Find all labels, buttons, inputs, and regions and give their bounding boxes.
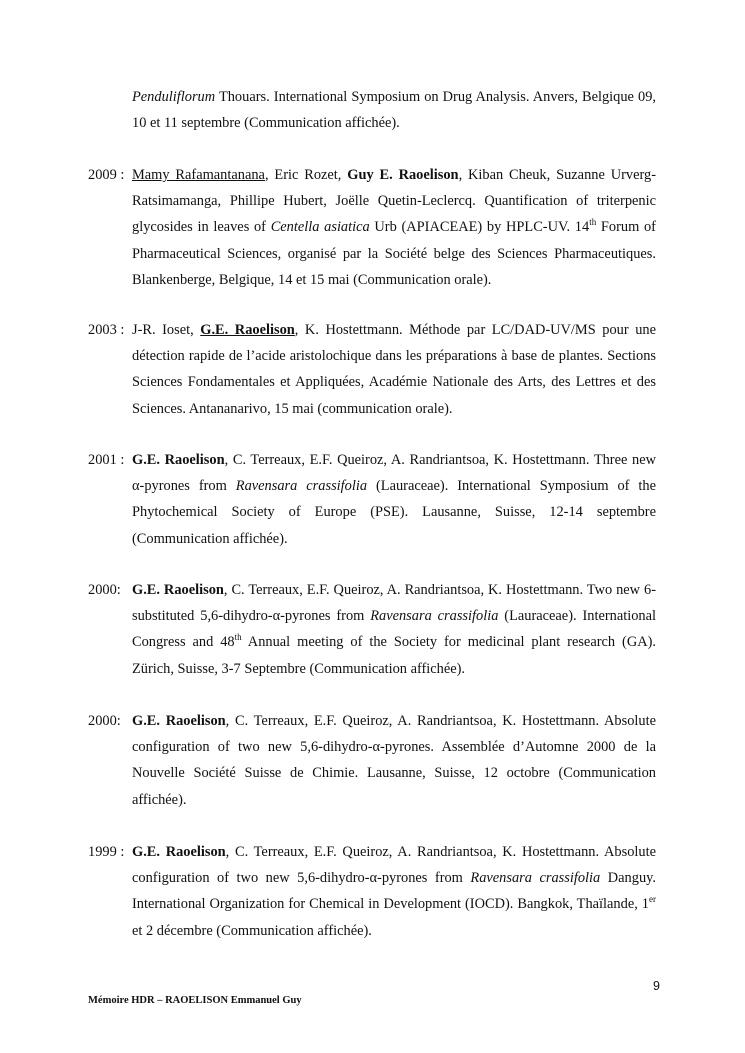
citation-segment: Urb (APIACEAE) by HPLC-UV. 14 <box>369 219 590 236</box>
citation-segment: G.E. Raoelison <box>132 582 224 598</box>
citation-segment: , C. Terreaux, E.F. Queiroz, A. Randriantsoa, K. Hostettmann. Three new α-pyrones from <box>132 452 656 495</box>
publication-entry-2003 <box>88 317 656 422</box>
publication-entry-1999 <box>88 839 656 944</box>
citation-segment: er <box>649 894 656 905</box>
entry-year: 2003 : <box>88 322 125 338</box>
entry-citation <box>132 162 656 293</box>
citation-segment: G.E. Raoelison <box>132 452 225 468</box>
page-footer: Mémoire HDR – RAOELISON Emmanuel Guy <box>88 995 302 1006</box>
page-number: 9 <box>653 979 660 993</box>
publication-entry-2000-lausanne <box>88 708 656 813</box>
citation-segment: , K. Hostettmann. Méthode par LC/DAD-UV/MS pour une détection rapide de l’acide aristolochique dans les préparations à base de plantes. Sections Sciences Fondamentales et Appliquées, Académie Nationale des Arts, des Lettres et des Sciences. Antananarivo, 15 mai (communication orale). <box>132 322 656 417</box>
citation-segment: Ravensara crassifolia <box>370 608 499 625</box>
citation-segment: G.E. Raoelison <box>132 713 226 729</box>
citation-segment: Ravensara crassifolia <box>235 478 368 495</box>
entry-year: 2001 : <box>88 452 125 468</box>
entry-year: 2009 : <box>88 167 125 183</box>
citation-segment: , C. Terreaux, E.F. Queiroz, A. Randriantsoa, K. Hostettmann. Two new 6-substituted 5,6-dihydro-α-pyrones from <box>132 582 656 625</box>
entry-citation <box>132 447 656 552</box>
publication-entry-continued <box>88 84 656 136</box>
citation-segment: Forum of Pharmaceutical Sciences, organisé par la Société belge des Sciences Pharmaceutiques. Blankenberge, Belgique, 14 et 15 mai (Communication orale). <box>132 219 656 288</box>
citation-segment: , C. Terreaux, E.F. Queiroz, A. Randriantsoa, K. Hostettmann. Absolute configuration of two new 5,6-dihydro-α-pyrones. Assemblée d’Automne 2000 de la Nouvelle Société Suisse de Chimie. Lausanne, Suisse, 12 octobre (Communication affichée). <box>132 713 656 808</box>
citation-segment: (Lauraceae). International Symposium of the Phytochemical Society of Europe (PSE). Lausanne, Suisse, 12-14 septembre (Communication affichée). <box>132 478 656 547</box>
entry-year: 2000: <box>88 582 121 598</box>
citation-segment: , C. Terreaux, E.F. Queiroz, A. Randriantsoa, K. Hostettmann. Absolute configuration of two new 5,6-dihydro-α-pyrones from <box>132 844 656 887</box>
publication-entry-2000-zurich <box>88 577 656 682</box>
citation-segment: Guy E. Raoelison <box>347 167 459 183</box>
entry-year: 2000: <box>88 713 121 729</box>
citation-segment: Annual meeting of the Society for medicinal plant research (GA). Zürich, Suisse, 3-7 Septembre (Communication affichée). <box>132 634 656 677</box>
entry-citation <box>132 317 656 422</box>
citation-segment: Thouars. International Symposium on Drug Analysis. Anvers, Belgique 09, 10 et 11 septembre (Communication affichée). <box>132 89 656 132</box>
citation-segment: Penduliflorum <box>132 89 216 105</box>
citation-segment: Mamy Rafamantanana <box>132 167 265 183</box>
citation-segment: Centella asiatica <box>270 219 370 236</box>
citation-segment: G.E. Raoelison <box>132 844 226 860</box>
citation-segment: J-R. Ioset, <box>132 322 201 338</box>
publication-entry-2001 <box>88 447 656 552</box>
citation-segment: Danguy. International Organization for Chemical in Development (IOCD). Bangkok, Thaïlande, 1 <box>132 870 656 913</box>
citation-segment: (Lauraceae). International Congress and 48 <box>132 608 656 651</box>
citation-segment: , Eric Rozet, <box>264 167 348 183</box>
entry-citation <box>132 84 656 136</box>
entry-citation <box>132 708 656 813</box>
citation-segment: , Kiban Cheuk, Suzanne Urverg-Ratsimamanga, Phillipe Hubert, Joëlle Quetin-Leclercq. Quantification of triterpenic glycosides in leaves of <box>132 167 656 236</box>
entry-year: 1999 : <box>88 844 125 860</box>
publication-entry-2009 <box>88 162 656 293</box>
entry-citation <box>132 839 656 944</box>
citation-segment: th <box>234 632 242 643</box>
citation-segment: th <box>589 217 597 228</box>
citation-segment: G.E. Raoelison <box>200 322 295 338</box>
entry-citation <box>132 577 656 682</box>
citation-segment: Ravensara crassifolia <box>470 870 601 887</box>
citation-segment: et 2 décembre (Communication affichée). <box>132 922 372 939</box>
